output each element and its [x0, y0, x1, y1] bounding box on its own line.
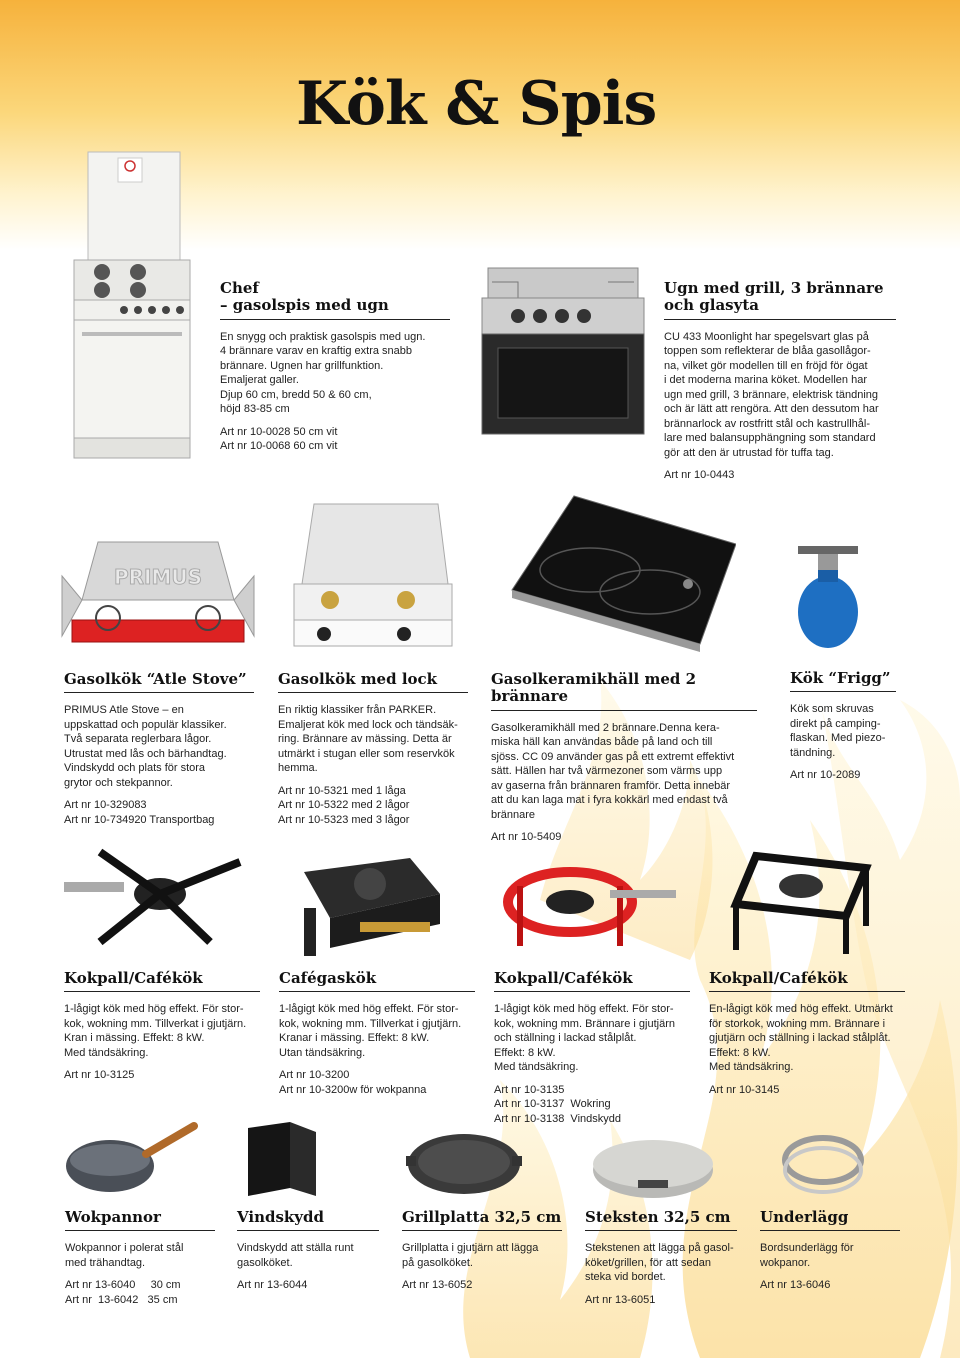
- article-number: Art nr 10-2089: [790, 769, 861, 782]
- article-number: Art nr 10-5323 med 3 lågor: [278, 813, 410, 826]
- product-description: Grillplatta i gjutjärn att lägga på gasolköket.: [402, 1242, 539, 1269]
- product-description: En riktig klassiker från PARKER. Emaljerat kök med lock och tändsäk- ring. Brännare av mässing. Detta är utmärkt i stugan eller som reservkök hemma.: [278, 704, 458, 775]
- product-title-line: – gasolspis med ugn: [220, 296, 389, 315]
- product-wok: [65, 1209, 215, 1307]
- article-numbers: [494, 1083, 690, 1127]
- product-title-line: Kokpall/Cafékök: [64, 969, 203, 987]
- product-title-line: Chef: [220, 279, 259, 297]
- product-description: Wokpannor i polerat stål med trähandtag.: [65, 1242, 184, 1269]
- product-title-line: Grillplatta 32,5 cm: [402, 1208, 562, 1226]
- article-number: Art nr 13-6046: [760, 1279, 831, 1292]
- product-cafe-gas: [279, 970, 475, 1097]
- product-steak-stone: [585, 1209, 737, 1307]
- article-numbers: [585, 1293, 737, 1308]
- article-numbers: [760, 1278, 900, 1293]
- article-number: Art nr 10-0028 50 cm vit: [220, 425, 338, 438]
- product-kokpall-3: [709, 970, 905, 1097]
- product-kokpall-1: [64, 970, 260, 1083]
- product-title-line: Steksten 32,5 cm: [585, 1208, 731, 1226]
- product-title-line: och glasyta: [664, 296, 759, 315]
- kokpall-stove-image-2: [490, 846, 680, 956]
- product-title: [664, 280, 896, 320]
- product-description: Vindskydd att ställa runt gasolköket.: [237, 1242, 354, 1269]
- product-title-line: Kök “Frigg”: [790, 669, 891, 687]
- article-number: Art nr 10-0068 60 cm vit: [220, 440, 338, 452]
- svg-text:PRIMUS: PRIMUS: [113, 565, 203, 589]
- product-kokpall-2: [494, 970, 690, 1126]
- article-number: Art nr 10-0443: [664, 469, 735, 481]
- grill-plate-image: [404, 1126, 524, 1200]
- product-title: [64, 970, 260, 992]
- article-numbers: [279, 1068, 475, 1097]
- product-title: [237, 1209, 379, 1231]
- article-number: Art nr 13-6044: [237, 1279, 308, 1292]
- product-description: Stekstenen att lägga på gasol- köket/grillen, för att sedan steka vid bordet.: [585, 1242, 734, 1284]
- product-title-line: Gasolkök med lock: [278, 670, 438, 688]
- product-title: [790, 670, 896, 692]
- article-number: Art nr 10-3200w för wokpanna: [279, 1083, 427, 1096]
- product-wind-shield: [237, 1209, 379, 1293]
- article-number: Art nr 13-6040 30 cm: [65, 1279, 181, 1292]
- product-title-line: Gasolkök “Atle Stove”: [64, 670, 247, 688]
- article-numbers: [64, 798, 254, 827]
- product-description: 1-lågigt kök med hög effekt. För stor- kok, wokning mm. Brännare i gjutjärn och ställning i lackad stålplåt. Effekt: 8 kW. Med tändsäkring.: [494, 1003, 675, 1074]
- page-title: Kök & Spis: [296, 69, 657, 139]
- product-title-line: Ugn med grill, 3 brännare: [664, 279, 884, 297]
- product-title: [709, 970, 905, 992]
- product-title: [220, 280, 450, 320]
- product-title: [278, 671, 468, 693]
- product-title-line: Vindskydd: [237, 1208, 324, 1226]
- article-number: Art nr 13-6052: [402, 1279, 473, 1292]
- article-number: Art nr 10-5409: [491, 831, 562, 843]
- article-number: Art nr 10-734920 Transportbag: [64, 813, 215, 826]
- product-description: Gasolkeramikhäll med 2 brännare.Denna kera- miska häll kan användas både på land och till sjöss. CC 09 använder gas på ett extremt effektivt sätt. Hällen har två värmezoner som värms upp av gaserna från brännaren framför. Detta innebär att du kan laga mat i fyra kokkärl med endast två brännare: [491, 721, 735, 821]
- built-in-oven-image: [478, 262, 648, 442]
- article-number: Art nr 10-3138 Vindskydd: [494, 1112, 621, 1125]
- product-description: PRIMUS Atle Stove – en uppskattad och populär klassiker. Två separata reglerbara lågor. Utrustat med lås och bärhandtag. Vindskydd och plats för stora grytor och stekpannor.: [64, 704, 227, 789]
- article-number: Art nr 10-329083: [64, 799, 147, 812]
- product-pot-ring: [760, 1209, 900, 1293]
- product-title: [279, 970, 475, 992]
- article-number: Art nr 10-3145: [709, 1083, 780, 1096]
- cafe-gas-stove-image: [290, 838, 450, 958]
- article-number: Art nr 10-3137 Wokring: [494, 1098, 611, 1111]
- product-description: 1-lågigt kök med hög effekt. För stor- kok, wokning mm. Tillverkat i gjutjärn. Kran i mässing. Effekt: 8 kW. Med tändsäkring.: [64, 1003, 247, 1059]
- kokpall-stove-image-3: [706, 846, 886, 956]
- article-numbers: [402, 1278, 562, 1293]
- ceramic-hob-image: [510, 494, 736, 654]
- product-title-line: Gasolkeramikhäll med 2 brännare: [491, 670, 697, 706]
- article-numbers: [491, 830, 757, 845]
- article-number: Art nr 13-6042 35 cm: [65, 1293, 178, 1306]
- product-title-line: Wokpannor: [65, 1208, 161, 1226]
- product-description: CU 433 Moonlight har spegelsvart glas på toppen som reflekterar de blåa gasollågor- na, vilket gör modellen till en fröjd för ögat i det moderna marina köket. Modellen har ugn med grill, 3 brännare, elektrisk tändning och är lätt att rengöra. Att den dessutom har brännarlock av rostfritt stål och kastrullhål- lare med balansupphängning som standard gör att den är utrustad för tuffa tag.: [664, 330, 879, 459]
- product-oven: [664, 280, 896, 483]
- article-numbers: [237, 1278, 379, 1293]
- article-number: Art nr 10-5321 med 1 låga: [278, 784, 406, 797]
- product-description: Bordsunderlägg för wokpanor.: [760, 1242, 854, 1269]
- article-numbers: [220, 425, 450, 454]
- frigg-stove-image: [788, 540, 868, 652]
- product-description: Kök som skruvas direkt på camping- flaskan. Med piezo- tändning.: [790, 703, 886, 759]
- product-stove-with-lid: [278, 671, 468, 827]
- article-numbers: [278, 784, 468, 828]
- article-number: Art nr 10-3125: [64, 1069, 135, 1082]
- product-title: [494, 970, 690, 992]
- article-number: Art nr 10-3200: [279, 1069, 350, 1082]
- product-title: [64, 671, 254, 693]
- product-ceramic-hob: [491, 671, 757, 845]
- product-title: [491, 671, 757, 711]
- kokpall-stove-image-1: [60, 842, 250, 952]
- product-description: 1-lågigt kök med hög effekt. För stor- kok, wokning mm. Tillverkat i gjutjärn. Kranar i mässing. Effekt: 8 kW. Utan tändsäkring.: [279, 1003, 462, 1059]
- wind-shield-image: [240, 1118, 320, 1202]
- article-number: Art nr 10-5322 med 2 lågor: [278, 799, 410, 812]
- article-numbers: [709, 1083, 905, 1098]
- article-numbers: [664, 468, 896, 483]
- article-numbers: [64, 1068, 260, 1083]
- wok-pan-image: [60, 1120, 200, 1200]
- product-atle-stove: [64, 671, 254, 827]
- gas-stove-image: [68, 150, 196, 462]
- product-title-line: Cafégaskök: [279, 969, 377, 987]
- article-number: Art nr 10-3135: [494, 1083, 565, 1096]
- product-title: [402, 1209, 562, 1231]
- product-title: [585, 1209, 737, 1231]
- article-numbers: [790, 768, 896, 783]
- product-chef: [220, 280, 450, 454]
- product-title-line: Kokpall/Cafékök: [709, 969, 848, 987]
- atle-stove-image: [58, 540, 258, 650]
- product-title: [760, 1209, 900, 1231]
- product-description: En-lågigt kök med hög effekt. Utmärkt för storkok, wokning mm. Brännare i gjutjärn och ställning i lackad stålplåt. Effekt: 8 kW. Med tändsäkring.: [709, 1003, 893, 1074]
- product-title-line: Kokpall/Cafékök: [494, 969, 633, 987]
- stove-with-lid-image: [288, 500, 458, 650]
- steak-stone-image: [588, 1130, 718, 1202]
- product-description: En snygg och praktisk gasolspis med ugn. 4 brännare varav en kraftig extra snabb brännare. Ugnen har grillfunktion. Emaljerat galler. Djup 60 cm, bredd 50 & 60 cm, höjd 83-85 cm: [220, 330, 426, 415]
- product-frigg: [790, 670, 896, 783]
- article-number: Art nr 13-6051: [585, 1293, 656, 1306]
- product-title-line: Underlägg: [760, 1208, 849, 1226]
- pot-ring-image: [780, 1128, 866, 1198]
- product-grill-plate: [402, 1209, 562, 1293]
- article-numbers: [65, 1278, 215, 1307]
- product-title: [65, 1209, 215, 1231]
